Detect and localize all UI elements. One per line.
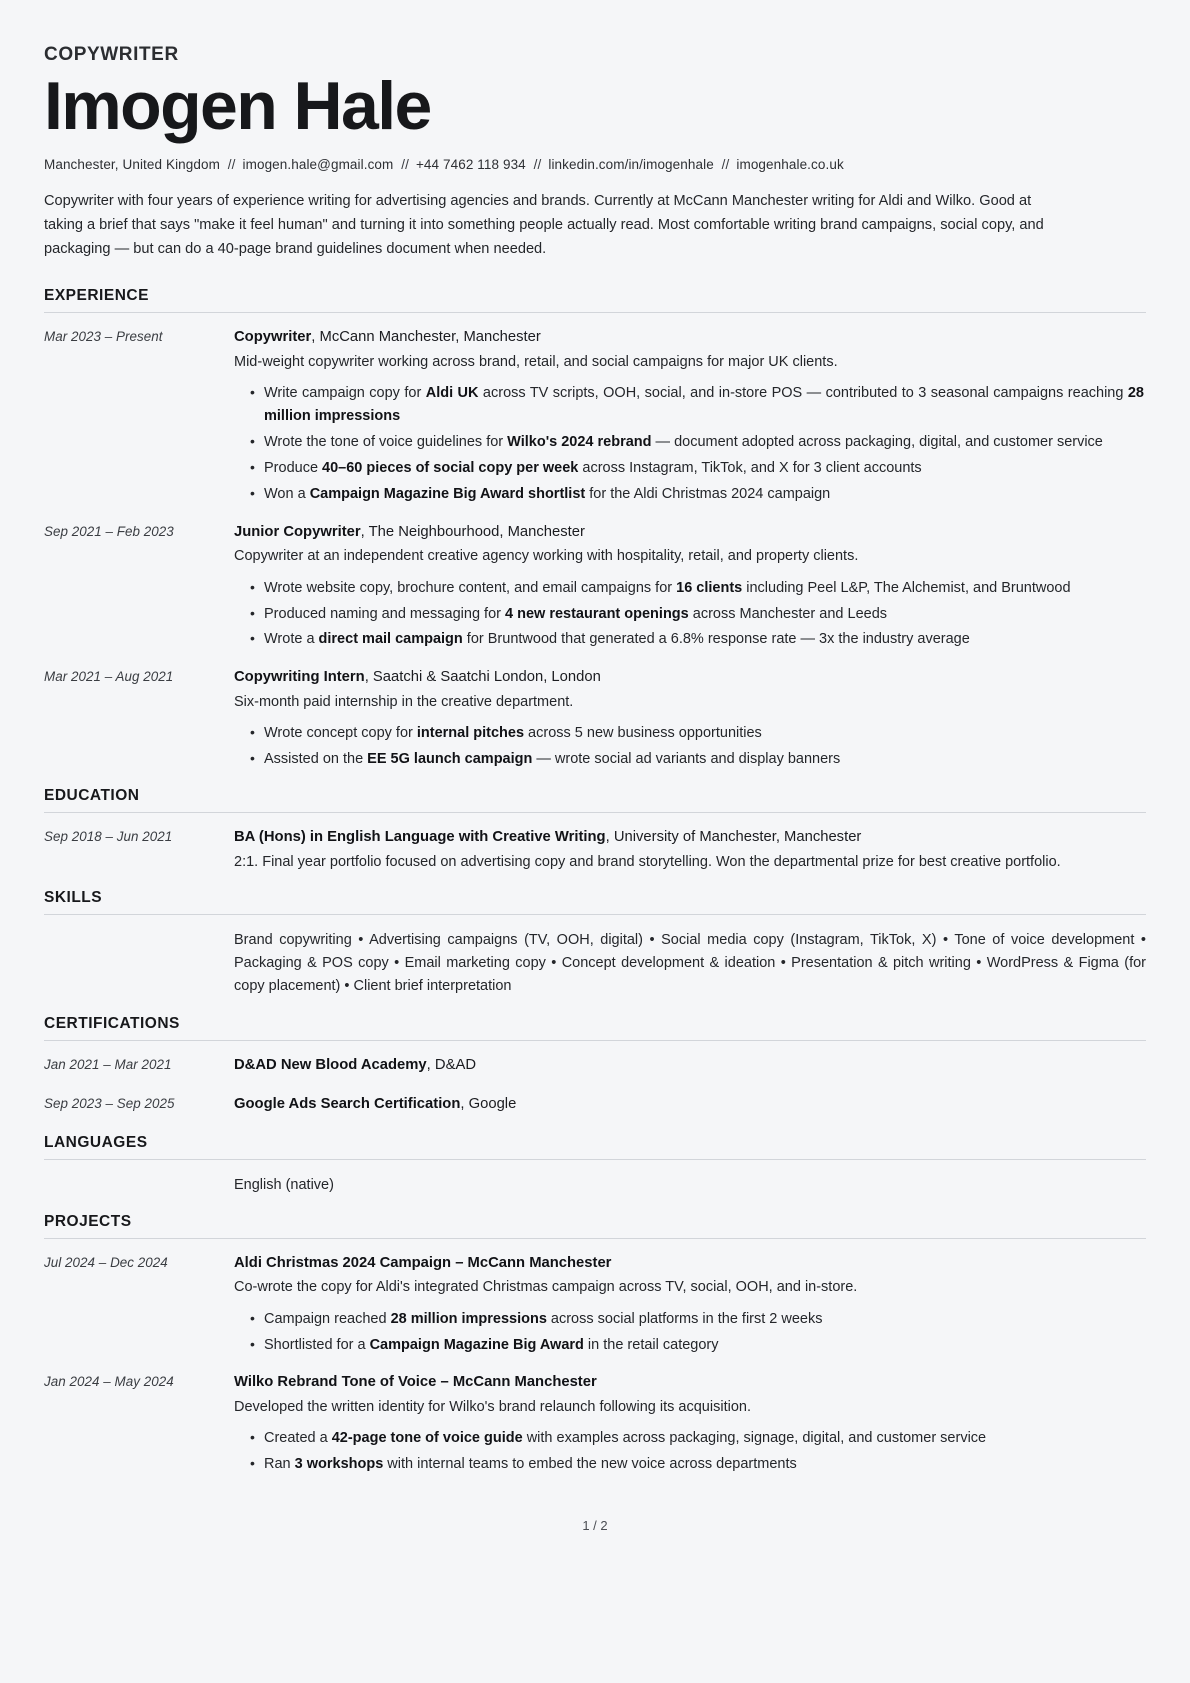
section-divider — [44, 1159, 1146, 1160]
skills-text: Brand copywriting • Advertising campaigns (TV, OOH, digital) • Social media copy (Instagram, TikTok, X) • Tone of voice development • Packaging & POS copy • Email marketing copy • Concept development & ideation • Presentation & pitch writing • WordPress & Figma (for copy placement) • Client brief interpretation — [234, 932, 1146, 995]
entry-title: Copywriter, McCann Manchester, Manchester — [234, 329, 541, 346]
entry-title: BA (Hons) in English Language with Creative Writing, University of Manchester, Manchester — [234, 829, 862, 846]
entry-bullet-list — [234, 382, 1146, 506]
entry-body — [234, 827, 1146, 873]
entry-body — [234, 1094, 1146, 1117]
entry-row — [44, 667, 1146, 771]
entry-description: Co-wrote the copy for Aldi's integrated Christmas campaign across TV, social, OOH, and in-store. — [234, 1279, 858, 1296]
section-title-experience: EXPERIENCE — [44, 287, 149, 305]
entry-bullet-list — [234, 1308, 1146, 1357]
entry-body — [234, 667, 1146, 771]
entry-date: Sep 2023 – Sep 2025 — [44, 1096, 175, 1112]
resume-header — [44, 44, 1146, 261]
bullet-item: • Write campaign copy for Aldi UK across TV scripts, OOH, social, and in-store POS — contributed to 3 seasonal campaigns reaching 28 million impressions — [264, 382, 1146, 428]
entry-title: D&AD New Blood Academy, D&AD — [234, 1056, 477, 1073]
entry-body — [234, 1372, 1146, 1476]
entry-date: Jul 2024 – Dec 2024 — [44, 1254, 168, 1270]
section-skills — [44, 889, 1146, 999]
entry-description: 2:1. Final year portfolio focused on advertising copy and brand storytelling. Won the departmental prize for best creative portfolio. — [234, 853, 1061, 870]
section-projects — [44, 1213, 1146, 1476]
role-kicker: COPYWRITER — [44, 44, 179, 65]
entry-bullet-list — [234, 577, 1146, 652]
contact-item[interactable]: imogen.hale@gmail.com — [242, 157, 394, 173]
contact-line — [44, 157, 1146, 172]
page-title: Imogen Hale — [44, 68, 431, 144]
bullet-item: • Campaign reached 28 million impressions across social platforms in the first 2 weeks — [264, 1308, 1146, 1331]
entry-body — [234, 1055, 1146, 1078]
section-divider — [44, 812, 1146, 813]
section-title-education: EDUCATION — [44, 787, 140, 805]
entry-title: Wilko Rebrand Tone of Voice – McCann Manchester — [234, 1374, 597, 1391]
entry-row — [44, 522, 1146, 652]
entry-description: Developed the written identity for Wilko's brand relaunch following its acquisition. — [234, 1398, 751, 1415]
entry-date: Jan 2021 – Mar 2021 — [44, 1056, 172, 1072]
section-divider — [44, 312, 1146, 313]
contact-item[interactable]: +44 7462 118 934 — [415, 157, 526, 173]
entry-row — [44, 1094, 1146, 1117]
bullet-item: • Produced naming and messaging for 4 new restaurant openings across Manchester and Leeds — [264, 603, 1146, 626]
section-divider — [44, 1040, 1146, 1041]
bullet-item: • Wrote website copy, brochure content, and email campaigns for 16 clients including Peel L&P, The Alchemist, and Bruntwood — [264, 577, 1146, 600]
bullet-item: • Wrote concept copy for internal pitches across 5 new business opportunities — [264, 722, 1146, 745]
entry-row — [44, 1055, 1146, 1078]
page-indicator: 1 / 2 — [582, 1518, 608, 1534]
section-divider — [44, 1238, 1146, 1239]
contact-separator: // — [529, 157, 542, 173]
entry-row — [44, 827, 1146, 873]
entry-row — [44, 929, 1146, 999]
bullet-item: • Created a 42-page tone of voice guide with examples across packaging, signage, digital, and customer service — [264, 1427, 1146, 1450]
entry-title: Junior Copywriter, The Neighbourhood, Manchester — [234, 523, 585, 540]
entry-date: Sep 2018 – Jun 2021 — [44, 829, 173, 845]
section-divider — [44, 914, 1146, 915]
entry-title: Google Ads Search Certification, Google — [234, 1096, 517, 1113]
entry-description: Copywriter at an independent creative agency working with hospitality, retail, and property clients. — [234, 548, 859, 565]
professional-summary: Copywriter with four years of experience writing for advertising agencies and brands. Currently at McCann Manchester writing for Aldi and Wilko. Good at taking a brief that says "make it feel human" and turning it into something people actually read. Most comfortable writing brand campaigns, social copy, and packaging — but can do a 40-page brand guidelines document when needed. — [44, 193, 1044, 257]
entry-body — [234, 1253, 1146, 1357]
contact-item: Manchester, United Kingdom — [44, 157, 220, 173]
bullet-item: • Ran 3 workshops with internal teams to embed the new voice across departments — [264, 1453, 1146, 1476]
entry-body — [234, 1174, 1146, 1197]
entry-date: Sep 2021 – Feb 2023 — [44, 523, 174, 539]
bullet-item: • Wrote a direct mail campaign for Bruntwood that generated a 6.8% response rate — 3x the industry average — [264, 628, 1146, 651]
bullet-item: • Assisted on the EE 5G launch campaign — wrote social ad variants and display banners — [264, 748, 1146, 771]
section-title-certifications: CERTIFICATIONS — [44, 1014, 180, 1032]
entry-title: Copywriting Intern, Saatchi & Saatchi London, London — [234, 669, 601, 686]
bullet-item: • Produce 40–60 pieces of social copy per week across Instagram, TikTok, and X for 3 client accounts — [264, 457, 1146, 480]
entry-row — [44, 1253, 1146, 1357]
contact-item[interactable]: linkedin.com/in/imogenhale — [548, 157, 714, 173]
entry-date — [44, 1174, 234, 1176]
entry-title: Aldi Christmas 2024 Campaign – McCann Manchester — [234, 1254, 612, 1271]
entry-body — [234, 327, 1146, 505]
contact-separator: // — [397, 157, 409, 173]
section-certifications — [44, 1015, 1146, 1118]
entry-bullet-list — [234, 1427, 1146, 1476]
resume-sections — [44, 287, 1146, 1476]
contact-separator: // — [223, 157, 236, 173]
bullet-item: • Shortlisted for a Campaign Magazine Big Award in the retail category — [264, 1334, 1146, 1357]
section-education — [44, 787, 1146, 873]
section-experience — [44, 287, 1146, 771]
entry-row — [44, 1174, 1146, 1197]
entry-date: Mar 2023 – Present — [44, 329, 163, 345]
contact-separator: // — [717, 157, 730, 173]
entry-bullet-list — [234, 722, 1146, 771]
entry-description: Mid-weight copywriter working across brand, retail, and social campaigns for major UK clients. — [234, 353, 838, 370]
entry-body — [234, 929, 1146, 999]
entry-description: Six-month paid internship in the creative department. — [234, 693, 574, 710]
entry-date — [44, 929, 234, 931]
section-title-projects: PROJECTS — [44, 1212, 132, 1230]
bullet-item: • Wrote the tone of voice guidelines for Wilko's 2024 rebrand — document adopted across packaging, digital, and customer service — [264, 431, 1146, 454]
bullet-item: • Won a Campaign Magazine Big Award shortlist for the Aldi Christmas 2024 campaign — [264, 483, 1146, 506]
languages-text: English (native) — [234, 1176, 334, 1193]
entry-date: Mar 2021 – Aug 2021 — [44, 669, 174, 685]
entry-row — [44, 1372, 1146, 1476]
entry-row — [44, 327, 1146, 505]
section-title-skills: SKILLS — [44, 889, 103, 907]
entry-body — [234, 522, 1146, 652]
entry-date: Jan 2024 – May 2024 — [44, 1374, 174, 1390]
section-title-languages: LANGUAGES — [44, 1133, 148, 1151]
contact-item[interactable]: imogenhale.co.uk — [736, 157, 844, 173]
section-languages — [44, 1134, 1146, 1197]
